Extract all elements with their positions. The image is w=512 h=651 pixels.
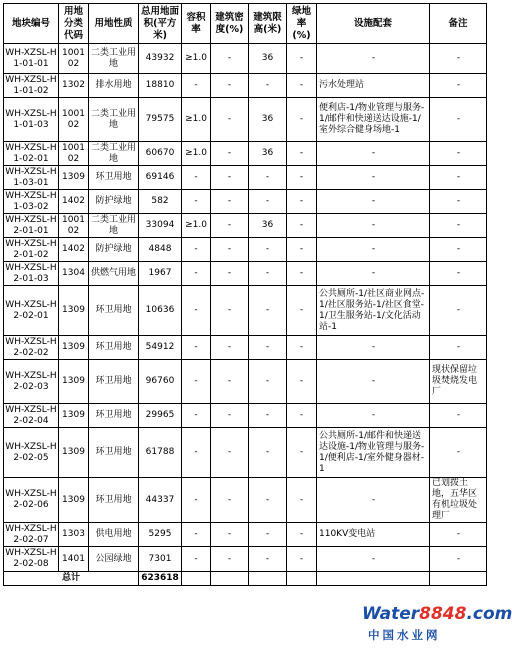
green-ratio-cell: - bbox=[287, 142, 317, 166]
class-code-cell: 1309 bbox=[59, 166, 89, 190]
facilities-cell: - bbox=[317, 262, 430, 286]
note-cell: - bbox=[430, 523, 487, 547]
note-cell: - bbox=[430, 547, 487, 572]
area-cell: 43932 bbox=[139, 44, 182, 74]
facilities-cell: - bbox=[317, 360, 430, 404]
table-row bbox=[4, 286, 487, 336]
height-limit-cell: 36 bbox=[249, 142, 287, 166]
note-cell: - bbox=[430, 428, 487, 478]
table-row bbox=[4, 44, 487, 74]
table-row bbox=[4, 478, 487, 523]
plot-id-cell: WH-XZSL-H1-03-02 bbox=[5, 190, 57, 212]
header-total-area: 总用地面积(平方米) bbox=[139, 4, 182, 44]
note-cell: 现状保留垃圾焚烧发电厂 bbox=[430, 360, 487, 404]
land-use-cell: 公园绿地 bbox=[89, 547, 139, 572]
height-limit-cell: - bbox=[249, 74, 287, 98]
facilities-cell: - bbox=[317, 404, 430, 428]
density-cell: - bbox=[211, 336, 249, 360]
facilities-cell: - bbox=[317, 44, 430, 74]
total-empty-cell bbox=[287, 572, 317, 586]
total-empty-cell bbox=[249, 572, 287, 586]
density-cell: - bbox=[211, 98, 249, 142]
far-cell: - bbox=[182, 336, 211, 360]
land-use-cell: 环卫用地 bbox=[89, 478, 139, 523]
area-cell: 96760 bbox=[139, 360, 182, 404]
land-use-cell: 二类工业用地 bbox=[89, 44, 139, 74]
note-cell: - bbox=[430, 238, 487, 262]
density-cell: - bbox=[211, 428, 249, 478]
green-ratio-cell: - bbox=[287, 478, 317, 523]
far-cell: - bbox=[182, 238, 211, 262]
header-note: 备注 bbox=[430, 4, 487, 44]
area-cell: 582 bbox=[139, 190, 182, 214]
area-cell: 61788 bbox=[139, 428, 182, 478]
note-cell: 已划拨土地，五华区有机垃圾处理厂 bbox=[430, 478, 487, 523]
density-cell: - bbox=[211, 262, 249, 286]
height-limit-cell: - bbox=[249, 238, 287, 262]
land-use-cell: 排水用地 bbox=[89, 74, 139, 98]
land-use-table bbox=[3, 3, 487, 586]
density-cell: - bbox=[211, 214, 249, 238]
total-empty-cell bbox=[182, 572, 211, 586]
land-use-cell: 供电用地 bbox=[89, 523, 139, 547]
header-class-code: 用地分类代码 bbox=[59, 4, 89, 44]
table-row bbox=[4, 190, 487, 214]
class-code-cell: 1402 bbox=[59, 190, 89, 214]
class-code-cell: 1309 bbox=[59, 286, 89, 336]
area-cell: 7301 bbox=[139, 547, 182, 572]
header-green-ratio: 绿地率(%) bbox=[287, 4, 317, 44]
facilities-cell: - bbox=[317, 190, 430, 214]
green-ratio-cell: - bbox=[287, 190, 317, 214]
far-cell: - bbox=[182, 547, 211, 572]
height-limit-cell: - bbox=[249, 190, 287, 214]
green-ratio-cell: - bbox=[287, 238, 317, 262]
height-limit-cell: - bbox=[249, 523, 287, 547]
plot-id-cell: WH-XZSL-H1-03-01 bbox=[5, 166, 57, 188]
note-cell: - bbox=[430, 98, 487, 142]
class-code-cell: 1309 bbox=[59, 404, 89, 428]
table-row bbox=[4, 142, 487, 166]
area-cell: 69146 bbox=[139, 166, 182, 190]
density-cell: - bbox=[211, 523, 249, 547]
plot-id-cell: WH-XZSL-H2-02-03 bbox=[4, 360, 59, 404]
total-empty-cell bbox=[430, 572, 487, 586]
note-cell: - bbox=[430, 142, 487, 166]
facilities-cell: - bbox=[317, 547, 430, 572]
table-row bbox=[4, 214, 487, 238]
height-limit-cell: - bbox=[249, 262, 287, 286]
density-cell: - bbox=[211, 190, 249, 214]
class-code-cell: 100102 bbox=[59, 214, 89, 238]
area-cell: 29965 bbox=[139, 404, 182, 428]
table-row bbox=[4, 336, 487, 360]
area-cell: 79575 bbox=[139, 98, 182, 142]
far-cell: ≥1.0 bbox=[182, 214, 211, 238]
watermark-logo: Water8848.com bbox=[362, 604, 512, 624]
land-use-cell: 环卫用地 bbox=[89, 428, 139, 478]
green-ratio-cell: - bbox=[287, 547, 317, 572]
facilities-cell: - bbox=[317, 142, 430, 166]
far-cell: - bbox=[182, 74, 211, 98]
facilities-cell: 污水处理站 bbox=[317, 74, 430, 98]
class-code-cell: 100102 bbox=[59, 98, 89, 142]
facilities-cell: 公共厕所-1/社区商业网点-1/社区服务站-1/社区食堂-1/卫生服务站-1/文化活动站-1 bbox=[317, 286, 430, 336]
land-use-cell: 环卫用地 bbox=[89, 360, 139, 404]
green-ratio-cell: - bbox=[287, 286, 317, 336]
area-cell: 10636 bbox=[139, 286, 182, 336]
class-code-cell: 1402 bbox=[59, 238, 89, 262]
total-label: 总计 bbox=[4, 572, 139, 586]
header-plot-id: 地块编号 bbox=[4, 4, 59, 44]
watermark-subtitle: 中国水业网 bbox=[368, 628, 441, 642]
height-limit-cell: - bbox=[249, 547, 287, 572]
density-cell: - bbox=[211, 360, 249, 404]
green-ratio-cell: - bbox=[287, 262, 317, 286]
table-row bbox=[4, 166, 487, 190]
far-cell: - bbox=[182, 478, 211, 523]
class-code-cell: 100102 bbox=[59, 142, 89, 166]
plot-id-cell: WH-XZSL-H2-01-03 bbox=[5, 262, 57, 284]
plot-id-cell: WH-XZSL-H1-01-02 bbox=[5, 74, 57, 96]
plot-id-cell: WH-XZSL-H2-02-05 bbox=[4, 428, 59, 478]
total-empty-cell bbox=[317, 572, 430, 586]
class-code-cell: 1304 bbox=[59, 262, 89, 286]
land-use-cell: 环卫用地 bbox=[89, 336, 139, 360]
plot-id-cell: WH-XZSL-H2-02-08 bbox=[4, 547, 59, 572]
total-area: 623618 bbox=[139, 572, 182, 586]
land-use-cell: 防护绿地 bbox=[89, 190, 139, 214]
class-code-cell: 1303 bbox=[59, 523, 89, 547]
green-ratio-cell: - bbox=[287, 98, 317, 142]
note-cell: - bbox=[430, 214, 487, 238]
height-limit-cell: - bbox=[249, 286, 287, 336]
height-limit-cell: 36 bbox=[249, 98, 287, 142]
class-code-cell: 1309 bbox=[59, 428, 89, 478]
area-cell: 1967 bbox=[139, 262, 182, 286]
table-row bbox=[4, 523, 487, 547]
height-limit-cell: - bbox=[249, 478, 287, 523]
header-far: 容积率 bbox=[182, 4, 211, 44]
green-ratio-cell: - bbox=[287, 44, 317, 74]
note-cell: - bbox=[430, 190, 487, 214]
land-use-cell: 环卫用地 bbox=[89, 166, 139, 190]
note-cell: - bbox=[430, 404, 487, 428]
far-cell: - bbox=[182, 428, 211, 478]
note-cell: - bbox=[430, 336, 487, 360]
far-cell: - bbox=[182, 190, 211, 214]
facilities-cell: 公共厕所-1/邮件和快递送达设施-1/物业管理与服务-1/便利店-1/室外健身器材-1 bbox=[317, 428, 430, 478]
green-ratio-cell: - bbox=[287, 523, 317, 547]
plot-id-cell: WH-XZSL-H2-01-02 bbox=[5, 238, 57, 260]
plot-id-cell: WH-XZSL-H1-02-01 bbox=[5, 142, 57, 164]
land-use-cell: 防护绿地 bbox=[89, 238, 139, 262]
density-cell: - bbox=[211, 142, 249, 166]
header-facilities: 设施配套 bbox=[317, 4, 430, 44]
table-row bbox=[4, 98, 487, 142]
height-limit-cell: 36 bbox=[249, 44, 287, 74]
plot-id-cell: WH-XZSL-H2-02-07 bbox=[5, 523, 57, 545]
table-row bbox=[4, 428, 487, 478]
density-cell: - bbox=[211, 286, 249, 336]
area-cell: 4848 bbox=[139, 238, 182, 262]
table-row bbox=[4, 360, 487, 404]
facilities-cell: 110KV变电站 bbox=[317, 523, 430, 547]
far-cell: - bbox=[182, 262, 211, 286]
plot-id-cell: WH-XZSL-H2-02-06 bbox=[4, 478, 59, 523]
note-cell: - bbox=[430, 286, 487, 336]
density-cell: - bbox=[211, 547, 249, 572]
class-code-cell: 1309 bbox=[59, 336, 89, 360]
height-limit-cell: 36 bbox=[249, 214, 287, 238]
area-cell: 60670 bbox=[139, 142, 182, 166]
watermark bbox=[360, 604, 512, 649]
facilities-cell: - bbox=[317, 166, 430, 190]
density-cell: - bbox=[211, 44, 249, 74]
land-use-cell: 二类工业用地 bbox=[89, 142, 139, 166]
area-cell: 18810 bbox=[139, 74, 182, 98]
plot-id-cell: WH-XZSL-H2-01-01 bbox=[5, 214, 57, 236]
facilities-cell: - bbox=[317, 336, 430, 360]
green-ratio-cell: - bbox=[287, 336, 317, 360]
density-cell: - bbox=[211, 238, 249, 262]
land-use-cell: 环卫用地 bbox=[89, 404, 139, 428]
far-cell: - bbox=[182, 166, 211, 190]
note-cell: - bbox=[430, 166, 487, 190]
area-cell: 54912 bbox=[139, 336, 182, 360]
class-code-cell: 1309 bbox=[59, 360, 89, 404]
far-cell: - bbox=[182, 523, 211, 547]
table-row bbox=[4, 238, 487, 262]
total-row bbox=[4, 572, 487, 586]
header-height-limit: 建筑限高(米) bbox=[249, 4, 287, 44]
table-row bbox=[4, 404, 487, 428]
header-density: 建筑密度(%) bbox=[211, 4, 249, 44]
far-cell: - bbox=[182, 286, 211, 336]
area-cell: 44337 bbox=[139, 478, 182, 523]
area-cell: 33094 bbox=[139, 214, 182, 238]
height-limit-cell: - bbox=[249, 428, 287, 478]
far-cell: - bbox=[182, 404, 211, 428]
note-cell: - bbox=[430, 74, 487, 98]
plot-id-cell: WH-XZSL-H1-01-01 bbox=[4, 44, 59, 74]
height-limit-cell: - bbox=[249, 336, 287, 360]
facilities-cell: 便利店-1/物业管理与服务-1/邮件和快递送达设施-1/室外综合健身场地-1 bbox=[317, 98, 430, 142]
facilities-cell: - bbox=[317, 214, 430, 238]
height-limit-cell: - bbox=[249, 404, 287, 428]
land-use-cell: 二类工业用地 bbox=[89, 98, 139, 142]
class-code-cell: 1401 bbox=[59, 547, 89, 572]
green-ratio-cell: - bbox=[287, 404, 317, 428]
class-code-cell: 1302 bbox=[59, 74, 89, 98]
area-cell: 5295 bbox=[139, 523, 182, 547]
density-cell: - bbox=[211, 74, 249, 98]
class-code-cell: 1309 bbox=[59, 478, 89, 523]
plot-id-cell: WH-XZSL-H2-02-01 bbox=[4, 286, 59, 336]
land-use-cell: 二类工业用地 bbox=[89, 214, 139, 238]
note-cell: - bbox=[430, 262, 487, 286]
table-row bbox=[4, 547, 487, 572]
facilities-cell: - bbox=[317, 238, 430, 262]
green-ratio-cell: - bbox=[287, 214, 317, 238]
total-empty-cell bbox=[211, 572, 249, 586]
far-cell: ≥1.0 bbox=[182, 142, 211, 166]
far-cell: ≥1.0 bbox=[182, 98, 211, 142]
height-limit-cell: - bbox=[249, 166, 287, 190]
far-cell: ≥1.0 bbox=[182, 44, 211, 74]
table-row bbox=[4, 74, 487, 98]
density-cell: - bbox=[211, 478, 249, 523]
table-row bbox=[4, 262, 487, 286]
density-cell: - bbox=[211, 166, 249, 190]
density-cell: - bbox=[211, 404, 249, 428]
plot-id-cell: WH-XZSL-H2-02-04 bbox=[5, 404, 57, 426]
land-use-cell: 供燃气用地 bbox=[89, 262, 139, 286]
green-ratio-cell: - bbox=[287, 360, 317, 404]
far-cell: - bbox=[182, 360, 211, 404]
facilities-cell: - bbox=[317, 478, 430, 523]
height-limit-cell: - bbox=[249, 360, 287, 404]
plot-id-cell: WH-XZSL-H2-02-02 bbox=[5, 336, 57, 358]
plot-id-cell: WH-XZSL-H1-01-03 bbox=[4, 98, 59, 142]
land-use-table-container bbox=[3, 3, 487, 586]
header-row bbox=[4, 4, 487, 44]
land-use-cell: 环卫用地 bbox=[89, 286, 139, 336]
note-cell: - bbox=[430, 44, 487, 74]
header-land-use: 用地性质 bbox=[89, 4, 139, 44]
green-ratio-cell: - bbox=[287, 166, 317, 190]
green-ratio-cell: - bbox=[287, 428, 317, 478]
class-code-cell: 100102 bbox=[59, 44, 89, 74]
green-ratio-cell: - bbox=[287, 74, 317, 98]
